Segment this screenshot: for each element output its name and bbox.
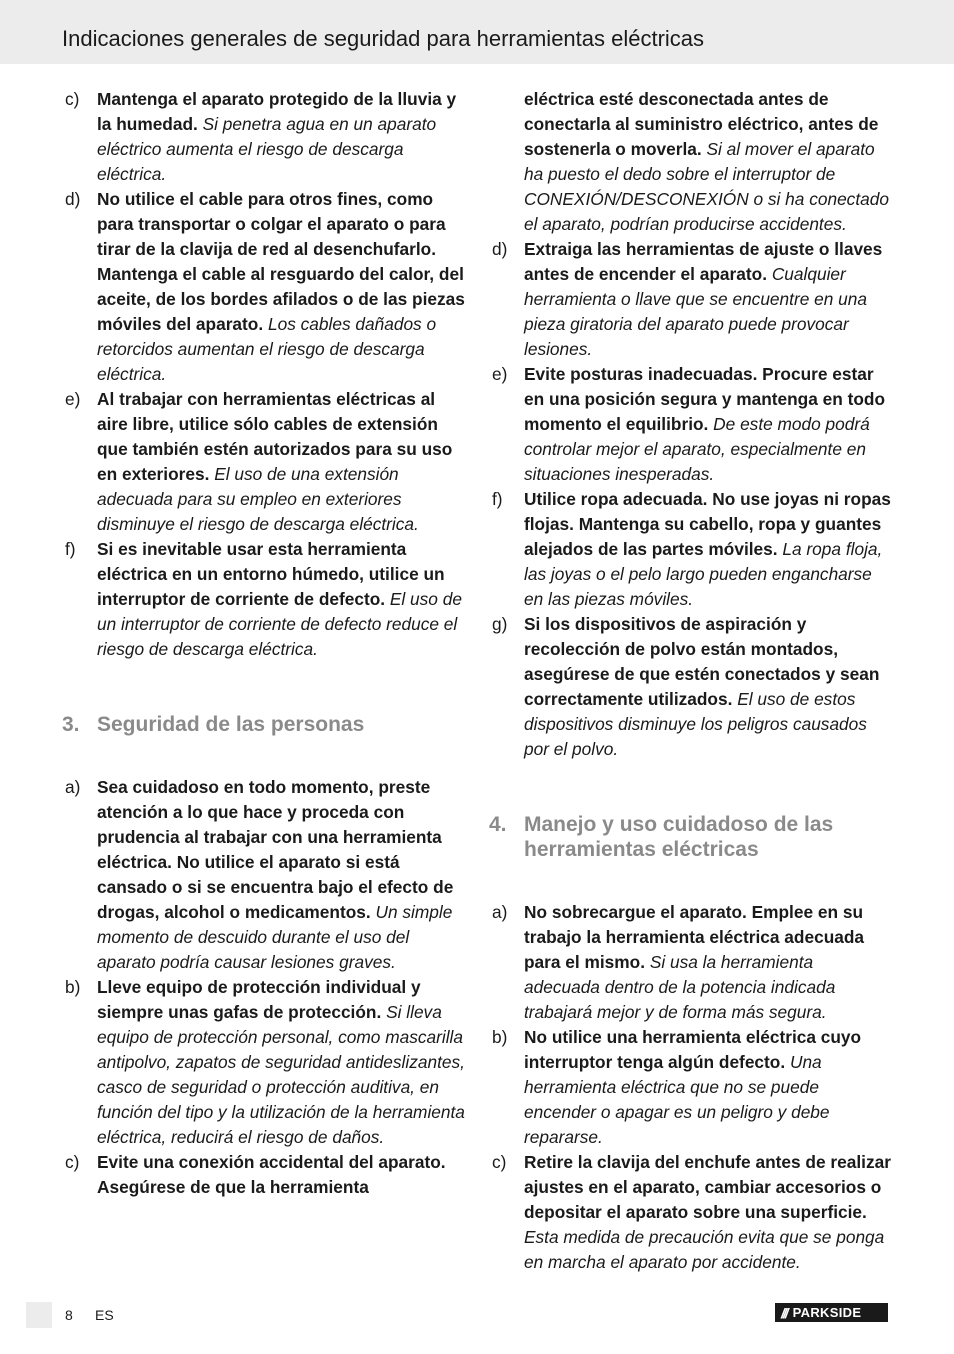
- item-explanation: De este modo podrá controlar mejor el aparato, especialmente en situaciones inesperadas.: [524, 414, 870, 484]
- item-letter: a): [65, 777, 81, 797]
- item-letter: c): [65, 1152, 80, 1172]
- section-heading: [62, 712, 466, 737]
- item-letter: f): [65, 539, 76, 559]
- item-explanation: Cualquier herramienta o llave que se encuentre en una pieza giratoria del aparato puede provocar lesiones.: [524, 264, 867, 359]
- list-item: [62, 537, 466, 662]
- right-column: [489, 87, 893, 1275]
- list-item-continuation: [489, 87, 893, 237]
- left-column: [62, 87, 466, 1200]
- item-letter: c): [492, 1152, 507, 1172]
- list-item: [489, 362, 893, 487]
- item-explanation: Un simple momento de descuido durante el uso del aparato podría causar lesiones graves.: [97, 902, 453, 972]
- item-letter: e): [65, 389, 81, 409]
- item-explanation: Si al mover el aparato ha puesto el dedo sobre el interruptor de CONEXIÓN/DESCONEXIÓN o si ha conectado el aparato, podrían producirse accidentes.: [524, 139, 889, 234]
- item-explanation: El uso de una extensión adecuada para su empleo en exteriores disminuye el riesgo de descarga eléctrica.: [97, 464, 419, 534]
- item-instruction: No utilice una herramienta eléctrica cuyo interruptor tenga algún defecto.: [524, 1027, 862, 1072]
- list-item: [489, 487, 893, 612]
- item-explanation: Esta medida de precaución evita que se ponga en marcha el aparato por accidente.: [524, 1227, 885, 1272]
- item-instruction: No sobrecargue el aparato. Emplee en su trabajo la herramienta eléctrica adecuada para el mismo.: [524, 902, 865, 972]
- item-explanation: El uso de estos dispositivos disminuye los peligros causados por el polvo.: [524, 689, 867, 759]
- list-item: [62, 1150, 466, 1200]
- item-instruction: Utilice ropa adecuada. No use joyas ni ropas flojas. Mantenga su cabello, ropa y guantes alejados de las partes móviles.: [524, 489, 891, 559]
- item-letter: b): [65, 977, 81, 997]
- list-item: [489, 1025, 893, 1150]
- section-heading: [489, 812, 893, 862]
- item-instruction: Lleve equipo de protección individual y siempre unas gafas de protección.: [97, 977, 421, 1022]
- page-marker-box: [26, 1302, 52, 1328]
- item-explanation: Los cables dañados o retorcidos aumentan el riesgo de descarga eléctrica.: [97, 314, 437, 384]
- item-instruction: Evite posturas inadecuadas. Procure estar en una posición segura y mantenga en todo momento el equilibrio.: [524, 364, 886, 434]
- item-instruction: Evite una conexión accidental del aparato. Asegúrese de que la herramienta: [97, 1152, 446, 1197]
- list-item: [62, 775, 466, 975]
- section-number: 4.: [489, 813, 507, 836]
- section-title: Manejo y uso cuidadoso de las herramientas eléctricas: [524, 813, 834, 861]
- item-explanation: Si usa la herramienta adecuada dentro de la potencia indicada trabajará mejor y de forma más segura.: [524, 952, 836, 1022]
- list-item: [489, 900, 893, 1025]
- page-number: 8: [65, 1307, 73, 1323]
- item-instruction: Retire la clavija del enchufe antes de realizar ajustes en el aparato, cambiar accesorios o depositar el aparato sobre una superficie.: [524, 1152, 891, 1222]
- item-letter: f): [492, 489, 503, 509]
- item-explanation: El uso de un interruptor de corriente de defecto reduce el riesgo de descarga eléctrica.: [97, 589, 462, 659]
- parkside-logo: [775, 1303, 888, 1322]
- item-instruction: Si es inevitable usar esta herramienta eléctrica en un entorno húmedo, utilice un interruptor de corriente de defecto.: [97, 539, 445, 609]
- item-instruction: eléctrica esté desconectada antes de conectarla al suministro eléctrico, antes de sostenerla o moverla.: [524, 89, 879, 159]
- item-letter: d): [65, 189, 81, 209]
- item-instruction: Al trabajar con herramientas eléctricas al aire libre, utilice sólo cables de extensión que también estén autorizados para su uso en exteriores.: [97, 389, 453, 484]
- item-instruction: Mantenga el aparato protegido de la lluvia y la humedad.: [97, 89, 457, 134]
- page-title: Indicaciones generales de seguridad para herramientas eléctricas: [62, 26, 705, 51]
- item-explanation: Si lleva equipo de protección personal, como mascarilla antipolvo, zapatos de seguridad antideslizantes, casco de seguridad o protección auditiva, en función del tipo y la utilización de la herramienta eléctrica, reducirá el riesgo de daños.: [97, 1002, 465, 1147]
- item-letter: g): [492, 614, 508, 634]
- list-item: [489, 1150, 893, 1275]
- list-item: [62, 187, 466, 387]
- item-instruction: Si los dispositivos de aspiración y recolección de polvo están montados, asegúrese de que estén conectados y sean correctamente utilizados.: [524, 614, 880, 709]
- list-item: [62, 87, 466, 187]
- item-explanation: La ropa floja, las joyas o el pelo largo pueden engancharse en las piezas móviles.: [524, 539, 883, 609]
- logo-text: PARKSIDE: [792, 1305, 862, 1320]
- list-item: [62, 387, 466, 537]
- item-letter: c): [65, 89, 80, 109]
- section-title: Seguridad de las personas: [97, 713, 365, 736]
- item-instruction: Extraiga las herramientas de ajuste o llaves antes de encender el aparato.: [524, 239, 883, 284]
- list-item: [489, 237, 893, 362]
- item-explanation: Si penetra agua en un aparato eléctrico aumenta el riesgo de descarga eléctrica.: [97, 114, 437, 184]
- item-letter: b): [492, 1027, 508, 1047]
- item-instruction: No utilice el cable para otros fines, como para transportar o colgar el aparato o para tirar de la clavija de red al desenchufarlo. Mantenga el cable al resguardo del calor, del aceite, de los bordes afilados o de las piezas móviles del aparato.: [97, 189, 465, 334]
- list-item: [62, 975, 466, 1150]
- list-item: [489, 612, 893, 762]
- item-letter: a): [492, 902, 508, 922]
- item-instruction: Sea cuidadoso en todo momento, preste atención a lo que hace y proceda con prudencia al trabajar con una herramienta eléctrica. No utilice el aparato si está cansado o si se encuentra bajo el efecto de drogas, alcohol o medicamentos.: [97, 777, 454, 922]
- item-explanation: Una herramienta eléctrica que no se puede encender o apagar es un peligro y debe repararse.: [524, 1052, 830, 1147]
- logo-stripes: ///: [781, 1304, 787, 1321]
- item-letter: d): [492, 239, 508, 259]
- item-letter: e): [492, 364, 508, 384]
- language-code: ES: [95, 1307, 114, 1323]
- section-number: 3.: [62, 713, 80, 736]
